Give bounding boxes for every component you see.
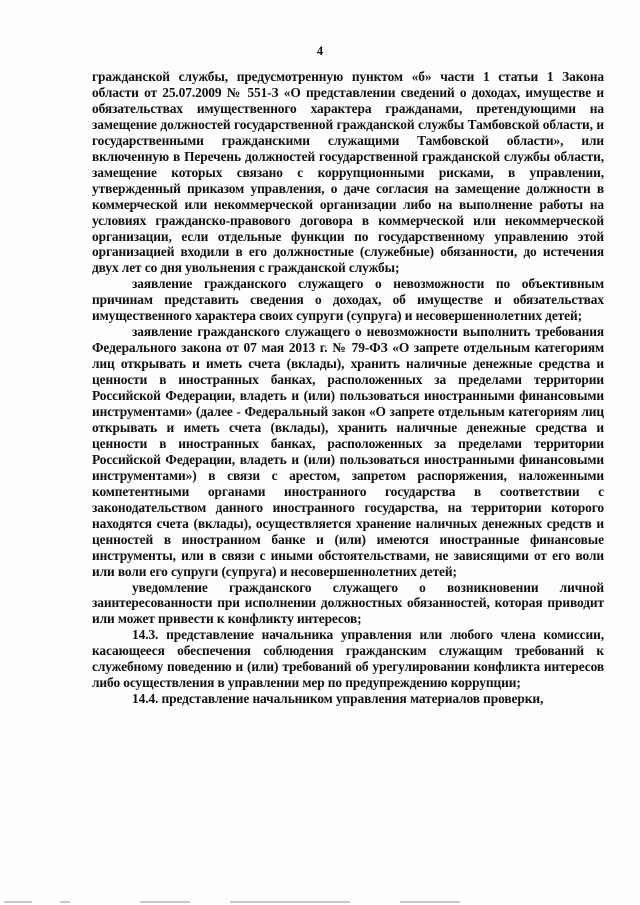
paragraph-continuation: гражданской службы, предусмотренную пунктом «б» части 1 статьи 1 Закона области от 25.07.2009 № 551-З «О представлении сведений о доходах, имуществе и обязательствах имущественного характера гражданами, претендующими на замещение должностей государственной гражданской службы Тамбовской области, и государственными гражданскими служащими Тамбовской области», или включенную в Перечень должностей государственной гражданской службы области, замещение которых связано с коррупционными рисками, в управлении, утвержденный приказом управления, о даче согласия на замещение должности в коммерческой или некоммерческой организации либо на выполнение работы на условиях гражданско-правового договора в коммерческой или некоммерческой организации, если отдельные функции по государственному управлению этой организацией входили в его должностные (служебные) обязанности, до истечения двух лет со дня увольнения с гражданской службы; bbox=[92, 69, 604, 276]
scan-edge-artifact bbox=[0, 891, 640, 905]
page-number: 4 bbox=[316, 44, 324, 58]
document-body bbox=[92, 69, 604, 707]
paragraph-statement-impossibility-info: заявление гражданского служащего о невозможности по объективным причинам представить сведения о доходах, об имуществе и обязательствах имущественного характера своих супруги (супруга) и несовершеннолетних детей; bbox=[92, 276, 604, 324]
paragraph-notice-conflict-of-interest: уведомление гражданского служащего о возникновении личной заинтересованности при исполнении должностных обязанностей, которая приводит или может привести к конфликту интересов; bbox=[92, 579, 604, 627]
paragraph-statement-foreign-accounts: заявление гражданского служащего о невозможности выполнить требования Федерального закона от 07 мая 2013 г. № 79-ФЗ «О запрете отдельным категориям лиц открывать и иметь счета (вклады), хранить наличные денежные средства и ценности в иностранных банках, расположенных за пределами территории Российской Федерации, владеть и (или) пользоваться иностранными финансовыми инструментами» (далее - Федеральный закон «О запрете отдельным категориям лиц открывать и иметь счета (вклады), хранить наличные денежные средства и ценности в иностранных банках, расположенных за пределами территории Российской Федерации, владеть и (или) пользоваться иностранными финансовыми инструментами») в связи с арестом, запретом распоряжения, наложенными компетентными органами иностранного государства в соответствии с законодательством данного иностранного государства, на территории которого находятся счета (вклады), осуществляется хранение наличных денежных средств и ценностей в иностранном банке и (или) имеются иностранные финансовые инструменты, или в связи с иными обстоятельствами, не зависящими от его воли или воли его супруги (супруга) и несовершеннолетних детей; bbox=[92, 324, 604, 579]
paragraph-item-14-4: 14.4. представление начальником управления материалов проверки, bbox=[132, 691, 544, 707]
paragraph-item-14-3: 14.3. представление начальника управления или любого члена комиссии, касающееся обеспечения соблюдения гражданским служащим требований к служебному поведению и (или) требований об урегулировании конфликта интересов либо осуществления в управлении мер по предупреждению коррупции; bbox=[92, 627, 604, 691]
